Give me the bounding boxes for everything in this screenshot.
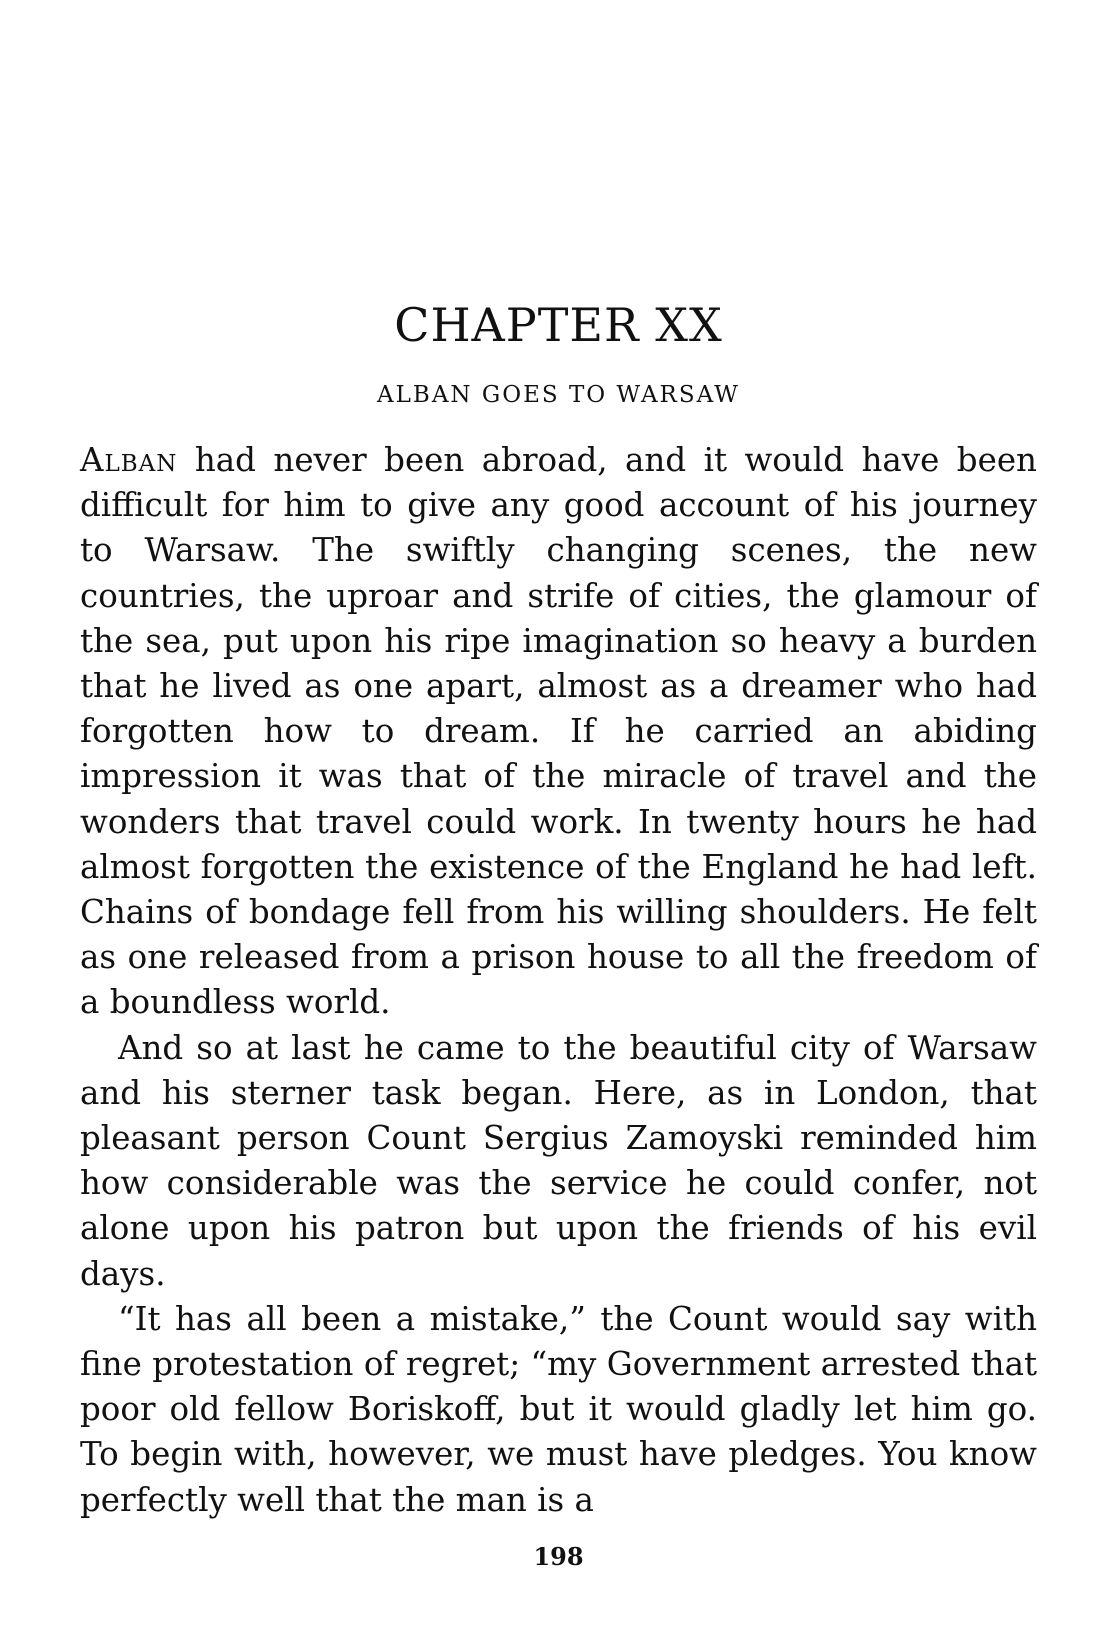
- chapter-subtitle: ALBAN GOES TO WARSAW: [377, 382, 740, 408]
- page-number: 198: [533, 1542, 584, 1571]
- paragraph-lead-word: Alban: [80, 441, 178, 479]
- chapter-body: [80, 438, 1037, 1523]
- paragraph-1: [80, 438, 1037, 1026]
- book-page: [80, 0, 1037, 1638]
- chapter-title: CHAPTER XX: [394, 298, 723, 352]
- paragraph-2: And so at last he came to the beautiful city of Warsaw and his sterner task began. Here, as in London, that pleasant person Count Sergius Zamoyski reminded him how considerable was the service he could confer, not alone upon his patron but upon the friends of his evil days.: [80, 1028, 1037, 1293]
- paragraph-3: “It has all been a mistake,” the Count would say with fine protestation of regret; “my Government arrested that poor old fellow Boriskoff, but it would gladly let him go. To begin with, however, we must have pledges. You know perfectly well that the man is a: [80, 1299, 1037, 1519]
- paragraph-1-text: had never been abroad, and it would have been difficult for him to give any good account of his journey to Warsaw. The swiftly changing scenes, the new countries, the uproar and strife of cities, the glamour of the sea, put upon his ripe imagination so heavy a burden that he lived as one apart, almost as a dreamer who had forgotten how to dream. If he carried an abiding impression it was that of the miracle of travel and the wonders that travel could work. In twenty hours he had almost forgotten the existence of the England he had left. Chains of bondage fell from his willing shoulders. He felt as one released from a prison house to all the freedom of a boundless world.: [80, 441, 1037, 1022]
